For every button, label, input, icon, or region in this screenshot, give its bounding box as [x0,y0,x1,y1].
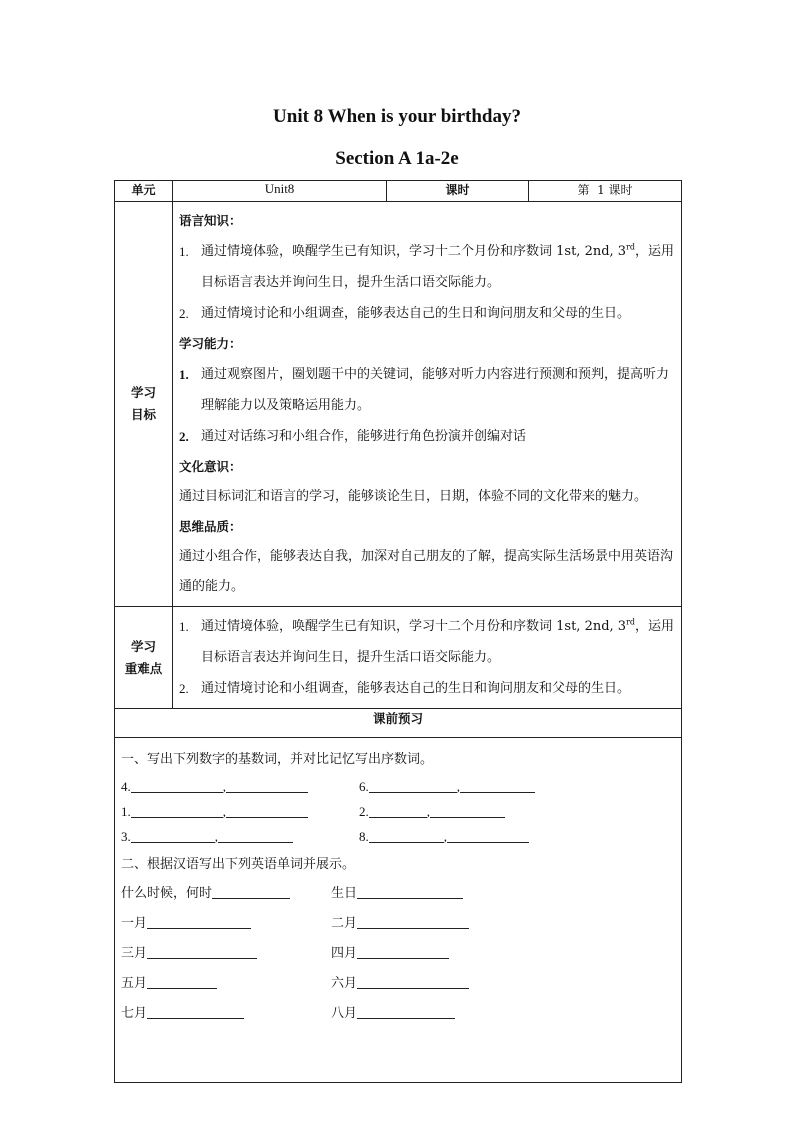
preview-content [115,738,682,1083]
item-text: 通过情境讨论和小组调查，能够表达自己的生日和询问朋友和父母的生日。 [201,681,631,696]
period-value: 第 1 课时 [529,181,682,202]
item-number: 1. [179,244,189,259]
answer-blank[interactable] [147,974,217,989]
item-text: 通过情境体验，唤醒学生已有知识，学习十二个月份和序数词 1st, 2nd, 3rd，运用目标语言表达并询问生日，提升生活口语交际能力。 [201,617,675,665]
goals-content [173,202,682,607]
answer-blank[interactable] [357,1004,455,1019]
blank-item: 一月 [121,912,251,931]
list-item [179,611,675,673]
lesson-plan-table [114,180,682,1083]
answer-blank[interactable] [131,828,215,843]
period-label: 课时 [387,181,529,202]
blank-item: 2. , [359,803,505,820]
item-number: 1. [179,367,189,382]
unit-value: Unit8 [173,181,387,202]
document-subtitle: Section A 1a-2e [335,148,459,169]
difficulties-label [115,607,173,709]
answer-blank[interactable] [430,803,505,818]
answer-blank[interactable] [147,914,251,929]
blank-item: 8. , [359,828,529,845]
blank-item: 二月 [331,912,469,931]
difficulties-content [173,607,682,709]
blank-item: 1. , [121,803,308,820]
blank-item: 4. , [121,778,308,795]
answer-blank[interactable] [147,944,257,959]
question-one: 一、写出下列数字的基数词，并对比记忆写出序数词。 [121,752,434,767]
blank-item: 四月 [331,942,449,961]
list-item [179,298,675,329]
section-text: 通过目标词汇和语言的学习，能够谈论生日，日期，体验不同的文化带来的魅力。 [179,489,648,504]
exercise-grid [121,774,675,1074]
header-row [115,181,682,202]
item-text: 通过情境体验，唤醒学生已有知识，学习十二个月份和序数词 1st, 2nd, 3rd，运用目标语言表达并询问生日，提升生活口语交际能力。 [201,242,675,290]
answer-blank[interactable] [369,803,427,818]
blank-item: 三月 [121,942,257,961]
preview-heading-row [115,709,682,738]
difficulties-row [115,607,682,709]
answer-blank[interactable] [357,884,463,899]
section-heading: 语言知识： [179,213,242,228]
list-item [179,421,675,452]
blank-item: 七月 [121,1002,244,1021]
answer-blank[interactable] [226,803,308,818]
answer-blank[interactable] [460,778,535,793]
answer-blank[interactable] [357,974,469,989]
section-heading: 文化意识： [179,459,242,474]
blank-item: 3. , [121,828,293,845]
difficulties-label-line1: 学习 [130,638,156,654]
blank-item: 什么时候，何时 [121,882,290,901]
answer-blank[interactable] [357,914,469,929]
blank-item: 五月 [121,972,217,991]
list-item [179,236,675,298]
item-number: 2. [179,681,189,696]
answer-blank[interactable] [226,778,308,793]
blank-item: 生日 [331,882,463,901]
item-text: 通过情境讨论和小组调查，能够表达自己的生日和询问朋友和父母的生日。 [201,306,631,321]
answer-blank[interactable] [369,828,444,843]
item-number: 2. [179,429,189,444]
goals-label [115,202,173,607]
answer-blank[interactable] [369,778,457,793]
goals-label-line1: 学习 [130,385,156,400]
answer-blank[interactable] [131,778,223,793]
blank-item: 6. , [359,778,535,795]
blank-item: 六月 [331,972,469,991]
answer-blank[interactable] [212,884,290,899]
item-number: 1. [179,619,189,634]
answer-blank[interactable] [147,1004,244,1019]
goals-label-line2: 目标 [130,407,156,422]
section-heading: 学习能力： [179,336,242,351]
blank-item: 八月 [331,1002,455,1021]
answer-blank[interactable] [218,828,293,843]
section-text: 通过小组合作，能够表达自我，加深对自己朋友的了解，提高实际生活场景中用英语沟通的能力。 [179,549,674,594]
goals-row [115,202,682,607]
item-text: 通过对话练习和小组合作，能够进行角色扮演并创编对话 [201,429,527,444]
list-item [179,359,675,421]
list-item [179,673,675,704]
answer-blank[interactable] [447,828,529,843]
item-number: 2. [179,306,189,321]
item-text: 通过观察图片，圈划题干中的关键词，能够对听力内容进行预测和预判，提高听力理解能力以及策略运用能力。 [201,367,670,413]
answer-blank[interactable] [131,803,223,818]
preview-row [115,738,682,1083]
difficulties-label-line2: 重难点 [124,660,163,676]
answer-blank[interactable] [357,944,449,959]
unit-label: 单元 [115,181,173,202]
section-heading: 思维品质： [179,519,242,534]
preview-heading: 课前预习 [115,709,682,738]
question-two: 二、根据汉语写出下列英语单词并展示。 [121,857,356,872]
document-title: Unit 8 When is your birthday? [273,106,521,127]
